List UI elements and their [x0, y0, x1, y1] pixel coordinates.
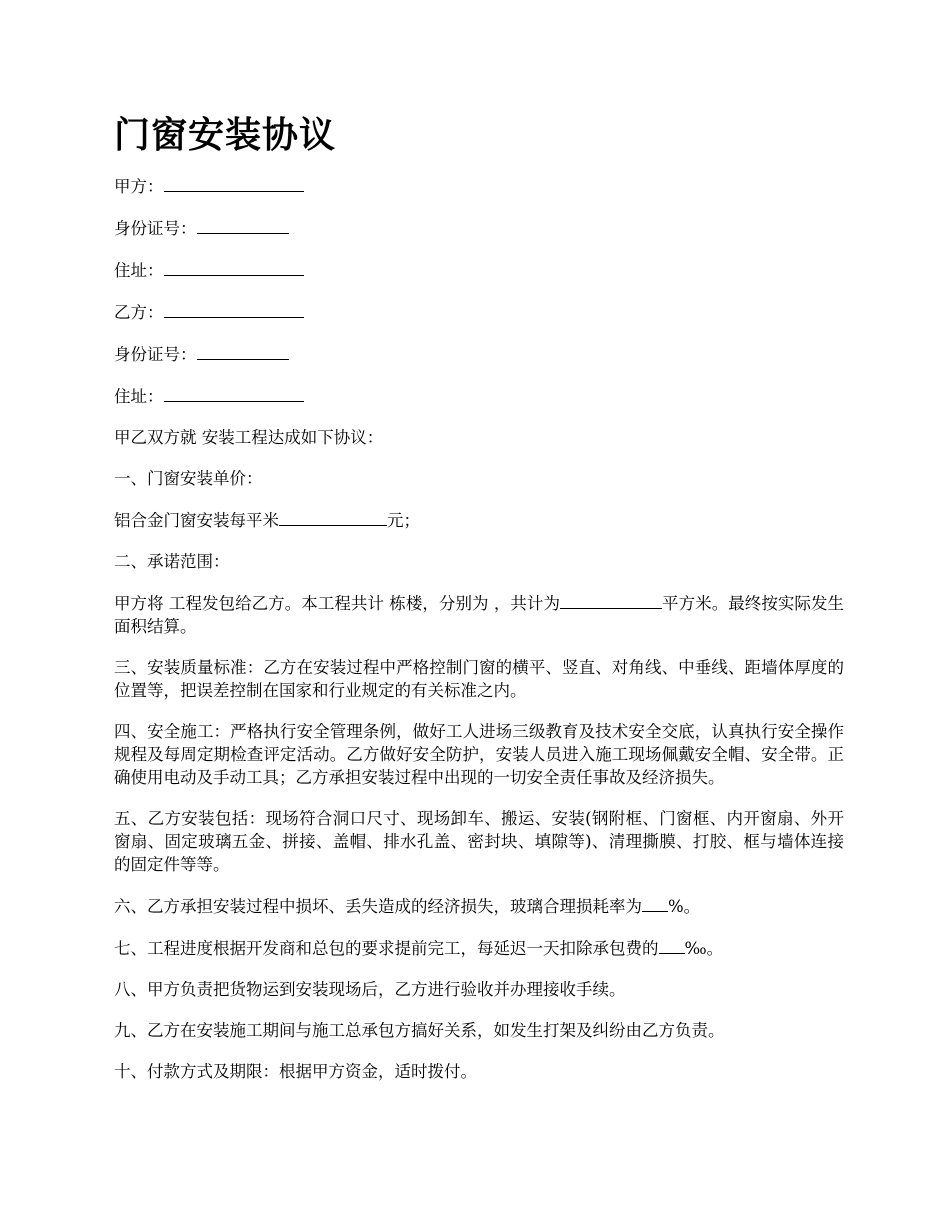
- section2-prefix: 甲方将 工程发包给乙方。本工程共计 栋楼，分别为 ，共计为: [114, 594, 561, 613]
- section1-price-line: [114, 508, 844, 532]
- section7-suffix: ‰。: [684, 939, 724, 958]
- section4-paragraph: 四、安全施工：严格执行安全管理条例，做好工人进场三级教育及技术安全交底，认真执行安全操作规程及每周定期检查评定活动。乙方做好安全防护，安装人员进入施工现场佩戴安全帽、安全带。正确使用电动及手动工具；乙方承担安装过程中出现的一切安全责任事故及经济损失。: [114, 722, 844, 787]
- section1-heading: 一、门窗安装单价：: [114, 469, 263, 488]
- party-b-address-blank: [164, 384, 304, 402]
- area-blank: [560, 591, 662, 609]
- party-b-address-label: 住址：: [114, 387, 164, 406]
- section6-suffix: %。: [668, 897, 701, 916]
- document-page: [114, 108, 844, 1101]
- party-b-id-line: [114, 342, 844, 366]
- section7-prefix: 七、工程进度根据开发商和总包的要求提前完工，每延迟一天扣除承包费的: [114, 939, 659, 958]
- intro-text: 甲乙双方就 安装工程达成如下协议：: [114, 428, 384, 447]
- party-a-label: 甲方：: [114, 177, 164, 196]
- party-a-blank: [164, 174, 304, 192]
- section7-paragraph: [114, 936, 844, 960]
- price-prefix: 铝合金门窗安装每平米: [114, 511, 279, 530]
- party-a-address-blank: [164, 258, 304, 276]
- section6-prefix: 六、乙方承担安装过程中损坏、丢失造成的经济损失，玻璃合理损耗率为: [114, 897, 642, 916]
- loss-rate-blank: [642, 894, 668, 912]
- price-suffix: 元；: [387, 511, 420, 530]
- party-a-id-label: 身份证号：: [114, 219, 197, 238]
- party-b-line: [114, 300, 844, 324]
- party-a-address-line: [114, 258, 844, 282]
- price-blank: [279, 508, 387, 526]
- section2-heading: 二、承诺范围：: [114, 552, 230, 571]
- party-a-address-label: 住址：: [114, 261, 164, 280]
- party-a-id-line: [114, 216, 844, 240]
- section2-suffix: 平方米。最终按实际发生面积结算。: [114, 594, 844, 636]
- party-b-blank: [164, 300, 304, 318]
- document-title: 门窗安装协议: [114, 115, 337, 156]
- section5-paragraph: 五、乙方安装包括：现场符合洞口尺寸、现场卸车、搬运、安装(钢附框、门窗框、内开窗扇、外开窗扇、固定玻璃五金、拼接、盖帽、排水孔盖、密封块、填隙等)、清理撕膜、打胶、框与墙体连接的固定件等等。: [114, 809, 844, 874]
- party-a-id-blank: [197, 216, 289, 234]
- party-a-line: [114, 174, 844, 198]
- section2-text: [114, 591, 844, 638]
- section6-paragraph: [114, 894, 844, 918]
- section8-paragraph: 八、甲方负责把货物运到安装现场后，乙方进行验收并办理接收手续。: [114, 980, 626, 999]
- delay-rate-blank: [659, 936, 685, 954]
- section9-paragraph: 九、乙方在安装施工期间与施工总承包方搞好关系，如发生打架及纠纷由乙方负责。: [114, 1021, 725, 1040]
- party-b-id-label: 身份证号：: [114, 345, 197, 364]
- party-b-label: 乙方：: [114, 303, 164, 322]
- section3-paragraph: 三、安装质量标准：乙方在安装过程中严格控制门窗的横平、竖直、对角线、中垂线、距墙体厚度的位置等，把误差控制在国家和行业规定的有关标准之内。: [114, 658, 844, 700]
- section10-paragraph: 十、付款方式及期限：根据甲方资金，适时拨付。: [114, 1062, 477, 1081]
- party-b-address-line: [114, 384, 844, 408]
- party-b-id-blank: [197, 342, 289, 360]
